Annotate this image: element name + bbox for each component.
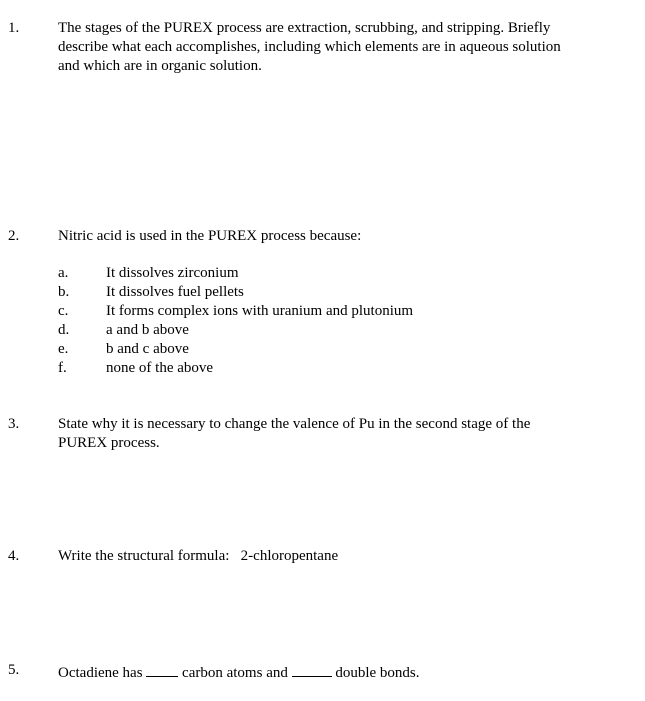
- question-text-part: Octadiene has: [58, 665, 147, 681]
- question-number: 2.: [8, 228, 20, 244]
- question-number: 3.: [8, 416, 20, 432]
- option-letter: d.: [58, 322, 70, 338]
- option-text: a and b above: [106, 322, 189, 338]
- option-text: It dissolves fuel pellets: [106, 284, 244, 300]
- option-text: It dissolves zirconium: [106, 265, 239, 281]
- question-text: Write the structural formula: 2-chloropentane: [58, 548, 339, 564]
- question-text: [58, 661, 578, 683]
- blank-double-bonds[interactable]: [292, 661, 332, 677]
- question-number: 5.: [8, 662, 20, 678]
- question-number: 1.: [8, 20, 20, 36]
- option-letter: a.: [58, 265, 69, 281]
- option-text: b and c above: [106, 341, 189, 357]
- question-text: Nitric acid is used in the PUREX process because:: [58, 228, 362, 244]
- blank-carbon-atoms[interactable]: [146, 661, 178, 677]
- option-letter: c.: [58, 303, 69, 319]
- option-letter: b.: [58, 284, 70, 300]
- question-text: State why it is necessary to change the valence of Pu in the second stage of the PUREX process.: [58, 416, 531, 451]
- option-letter: f.: [58, 360, 67, 376]
- option-text: none of the above: [106, 360, 214, 376]
- option-text: It forms complex ions with uranium and plutonium: [106, 303, 414, 319]
- question-text-part: carbon atoms and: [178, 665, 292, 681]
- question-text-part: double bonds.: [331, 665, 420, 681]
- question-number: 4.: [8, 548, 20, 564]
- question-text: The stages of the PUREX process are extraction, scrubbing, and stripping. Briefly describe what each accomplishes, including which elements are in aqueous solution and which are in organic solution.: [58, 20, 561, 74]
- option-letter: e.: [58, 341, 69, 357]
